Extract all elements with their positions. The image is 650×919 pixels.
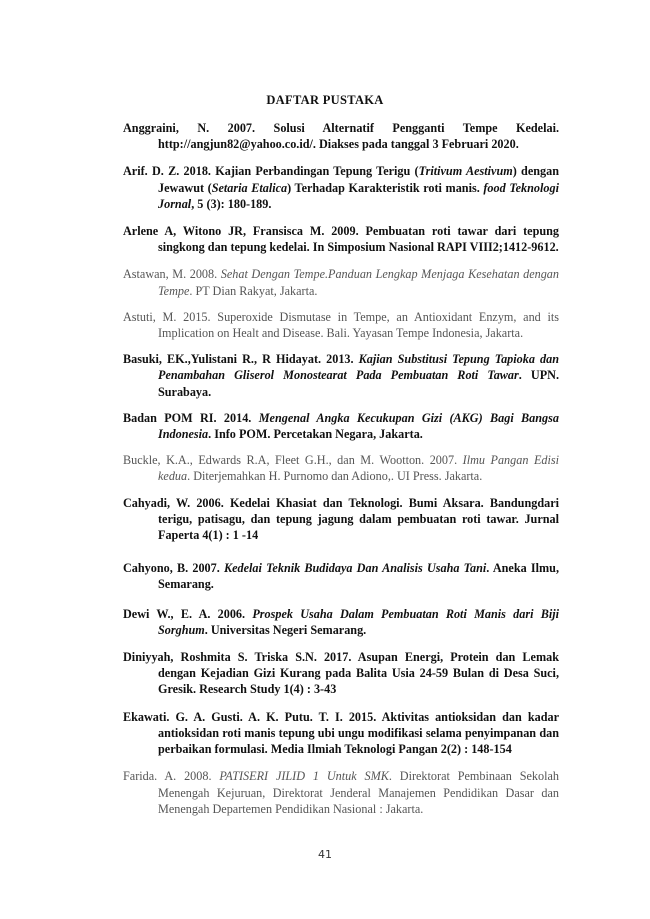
reference-title-italic: Setaria Etalica [211, 180, 288, 195]
reference-title-italic: Kajian Substitusi Tepung Tapioka dan Penambahan Gliserol Monostearat Pada Pembuatan Roti Tawar [158, 352, 559, 383]
reference-entry [123, 120, 559, 152]
reference-text: . Direktorat Pembinaan Sekolah Menengah Kejuruan, Direktorat Jenderal Manajemen Pendidikan Dasar dan Menengah Departemen Pendidikan Nasional : Jakarta. [158, 769, 559, 816]
reference-text: Anggraini, N. 2007. Solusi Alternatif Pengganti Tempe Kedelai. http://angjun82@yahoo.co.id/. Diakses pada tanggal 3 Februari 2020. [123, 121, 559, 152]
reference-text: . Aneka Ilmu, Semarang. [158, 561, 559, 592]
reference-entry [123, 649, 559, 698]
reference-text: Cahyadi, W. 2006. Kedelai Khasiat dan Teknologi. Bumi Aksara. Bandungdari terigu, patisagu, dan tepung jagung dalam pembuatan roti tawar. Jurnal Faperta 4(1) : 1 -14 [123, 495, 559, 543]
reference-text: Farida. A. 2008. [123, 769, 220, 784]
page-number: 41 [318, 848, 332, 861]
reference-title-italic: food Teknologi Jornal [158, 180, 559, 211]
reference-text: Buckle, K.A., Edwards R.A, Fleet G.H., dan M. Wootton. 2007. [123, 453, 463, 468]
reference-entry [123, 410, 559, 442]
reference-entry [123, 560, 559, 592]
reference-title-italic: Mengenal Angka Kecukupan Gizi (AKG) Bagi Bangsa Indonesia [158, 410, 559, 442]
reference-list [123, 120, 559, 817]
reference-title-italic: Ilmu Pangan Edisi kedua [158, 453, 559, 484]
reference-title-italic: Sehat Dengan Tempe.Panduan Lengkap Menjaga Kesehatan dengan Tempe [158, 267, 559, 298]
reference-text: Basuki, EK.,Yulistani R., R Hidayat. 2013. [123, 352, 359, 367]
reference-text: Arif. D. Z. 2018. Kajian Perbandingan Tepung Terigu ( [123, 164, 419, 179]
reference-entry [123, 266, 559, 298]
reference-entry [123, 452, 559, 484]
reference-entry [123, 709, 559, 758]
reference-title-italic: PATISERI JILID 1 Untuk SMK [219, 769, 389, 784]
reference-text: Diniyyah, Roshmita S. Triska S.N. 2017. Asupan Energi, Protein dan Lemak dengan Kejadian Gizi Kurang pada Balita Usia 24-59 Bulan di Desa Suci, Gresik. Research Study 1(4) : 3-43 [123, 650, 559, 697]
reference-entry [123, 223, 559, 255]
reference-text: . Info POM. Percetakan Negara, Jakarta. [208, 427, 423, 442]
reference-entry [123, 495, 559, 544]
reference-entry [123, 163, 559, 212]
reference-text: . Universitas Negeri Semarang. [204, 622, 367, 637]
reference-entry [123, 768, 559, 817]
reference-title-italic: Kedelai Teknik Budidaya Dan Analisis Usaha Tani [224, 561, 487, 576]
reference-text: Badan POM RI. 2014. [123, 410, 259, 425]
reference-text: . Diterjemahkan H. Purnomo dan Adiono,. UI Press. Jakarta. [187, 469, 483, 484]
reference-entry [123, 309, 559, 341]
page-title: DAFTAR PUSTAKA [266, 93, 384, 107]
reference-text: . UPN. Surabaya. [158, 368, 559, 399]
reference-entry [123, 351, 559, 400]
reference-text: ) dengan Jewawut ( [158, 164, 559, 195]
reference-text: Astawan, M. 2008. [123, 267, 221, 282]
reference-text: Ekawati. G. A. Gusti. A. K. Putu. T. I. 2015. Aktivitas antioksidan dan kadar antioksidan roti manis tepung ubi ungu modifikasi selama penyimpanan dan perbaikan formulasi. Media Ilmiah Teknologi Pangan 2(2) : 148-154 [123, 709, 559, 757]
reference-text: Dewi W., E. A. 2006. [123, 606, 253, 621]
reference-text: , 5 (3): 180-189. [191, 196, 272, 211]
reference-text: Cahyono, B. 2007. [123, 561, 224, 576]
reference-entry [123, 606, 559, 638]
reference-title-italic: Prospek Usaha Dalam Pembuatan Roti Manis dari Biji Sorghum [158, 606, 559, 637]
reference-text: ) Terhadap Karakteristik roti manis. [287, 180, 484, 195]
reference-title-italic: Tritivum Aestivum [418, 164, 513, 179]
reference-text: Arlene A, Witono JR, Fransisca M. 2009. Pembuatan roti tawar dari tepung singkong dan tepung kedelai. In Simposium Nasional RAPI VIII2;1412-9612. [123, 224, 559, 255]
reference-text: Astuti, M. 2015. Superoxide Dismutase in Tempe, an Antioxidant Enzym, and its Implication on Healt and Disease. Bali. Yayasan Tempe Indonesia, Jakarta. [123, 309, 559, 341]
reference-text: . PT Dian Rakyat, Jakarta. [189, 283, 318, 298]
